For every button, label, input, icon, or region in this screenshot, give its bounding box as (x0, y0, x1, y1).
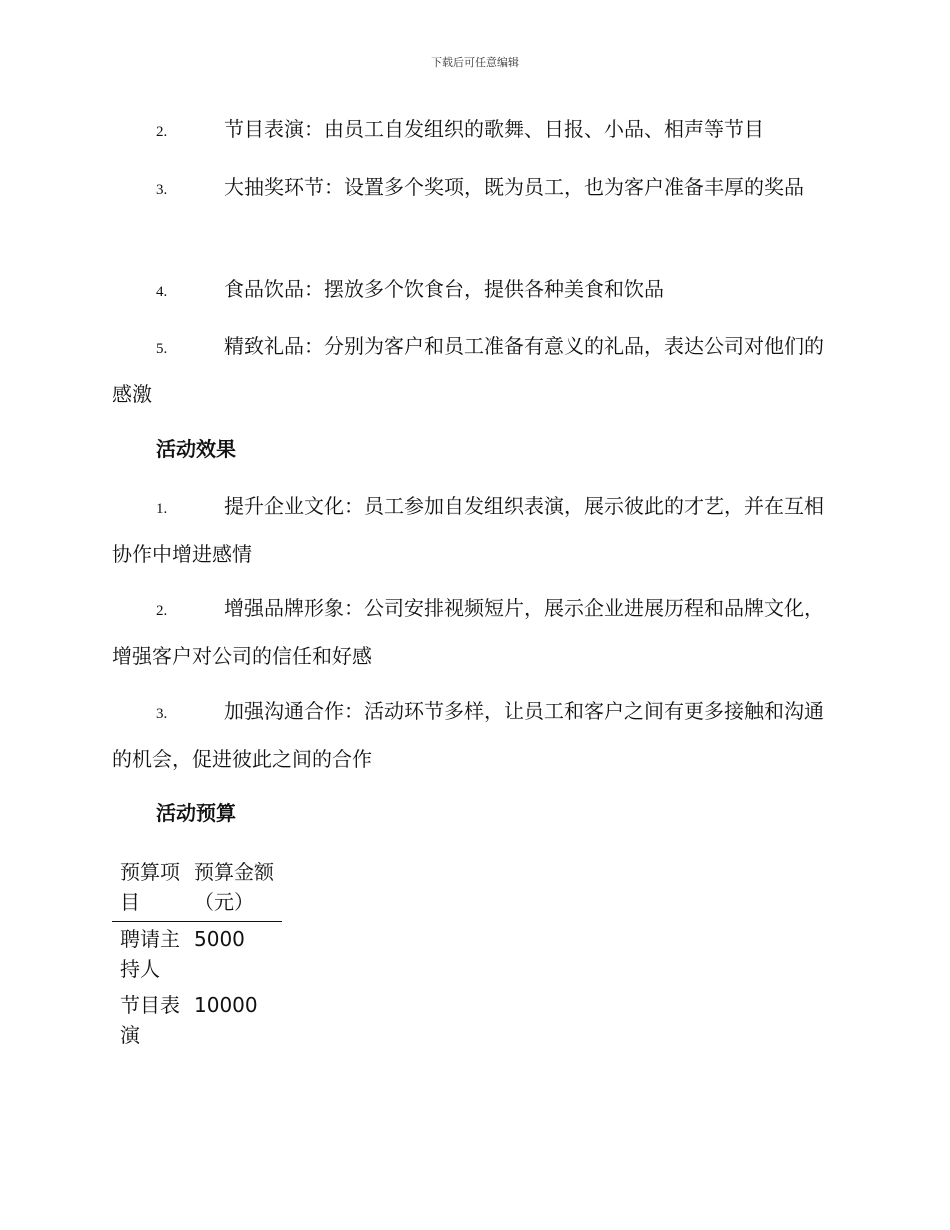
budget-table (112, 855, 282, 1054)
program-item (112, 165, 834, 213)
table-header-row (112, 855, 282, 922)
program-item (112, 324, 834, 417)
program-item (112, 267, 834, 315)
section-heading-effects: 活动效果 (156, 437, 236, 461)
item-number: 4. (156, 284, 168, 300)
item-number: 5. (156, 341, 168, 357)
item-text: 提升企业文化：员工参加自发组织表演，展示彼此的才艺，并在互相协作中增进感情 (112, 494, 824, 566)
effect-item (112, 484, 834, 577)
item-text: 大抽奖环节：设置多个奖项，既为员工，也为客户准备丰厚的奖品 (224, 175, 804, 199)
program-item (112, 107, 834, 155)
cell-amount: 5000 (194, 927, 245, 951)
item-number: 2. (156, 124, 168, 140)
item-number: 3. (156, 706, 168, 722)
item-text: 食品饮品：摆放多个饮食台，提供各种美食和饮品 (224, 277, 664, 301)
item-text: 节目表演：由员工自发组织的歌舞、日报、小品、相声等节目 (224, 117, 764, 141)
item-number: 1. (156, 501, 168, 517)
column-header-amount: 预算金额（元） (190, 855, 282, 922)
cell-item: 聘请主持人 (120, 927, 180, 981)
item-text: 增强品牌形象：公司安排视频短片，展示企业进展历程和品牌文化，增强客户对公司的信任和好感 (112, 596, 824, 668)
column-header-item: 预算项目 (112, 855, 190, 922)
effect-item (112, 689, 834, 782)
effect-item (112, 586, 834, 679)
item-number: 3. (156, 182, 168, 198)
section-heading-budget: 活动预算 (156, 801, 236, 825)
item-text: 精致礼品：分别为客户和员工准备有意义的礼品，表达公司对他们的感激 (112, 334, 824, 406)
cell-amount: 10000 (194, 993, 258, 1017)
page-header: 下载后可任意编辑 (431, 56, 519, 69)
table-row (112, 922, 282, 989)
item-text: 加强沟通合作：活动环节多样，让员工和客户之间有更多接触和沟通的机会，促进彼此之间的合作 (112, 699, 824, 771)
item-number: 2. (156, 603, 168, 619)
table-row (112, 988, 282, 1054)
cell-item: 节目表演 (120, 993, 180, 1047)
